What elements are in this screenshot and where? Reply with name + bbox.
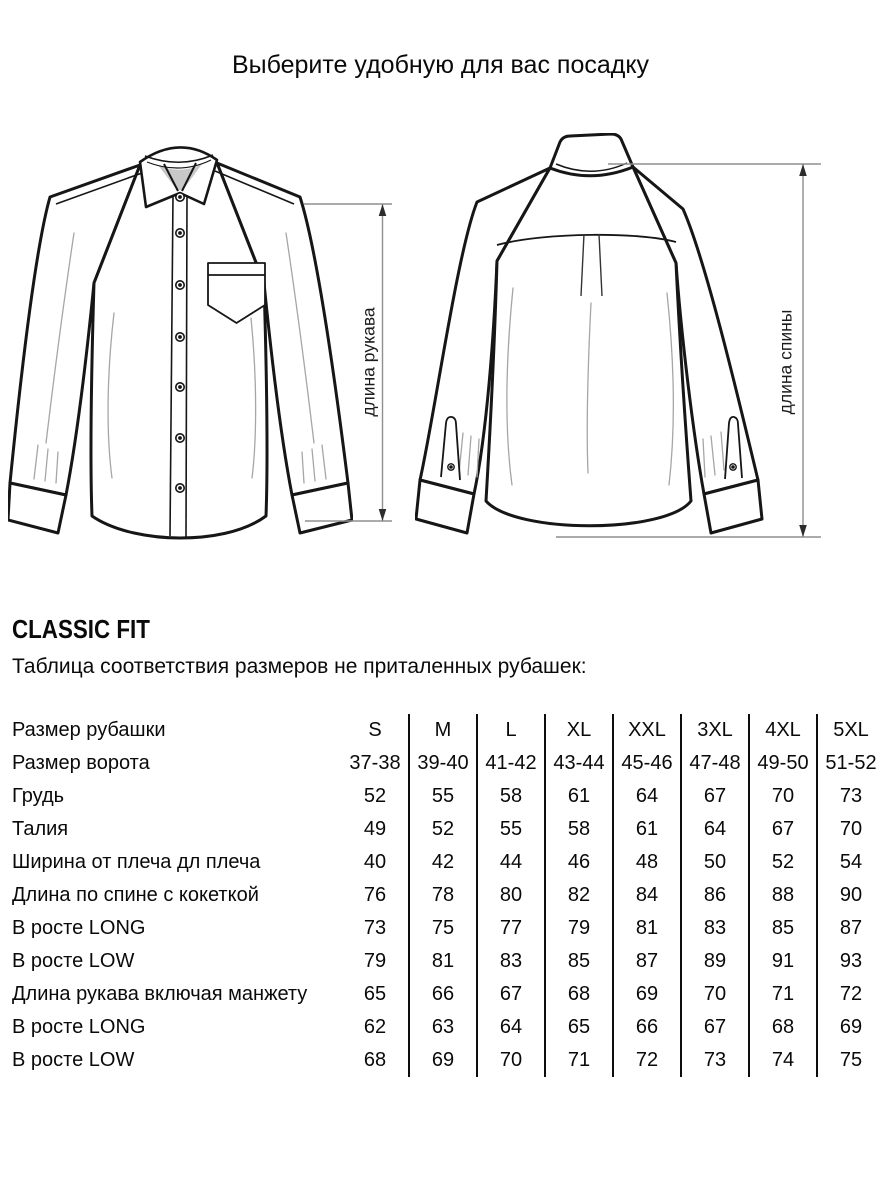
table-cell: 82 (545, 879, 613, 912)
table-cell: 70 (681, 978, 749, 1011)
table-cell: 41-42 (477, 747, 545, 780)
row-label: В росте LONG (12, 917, 146, 939)
table-cell: 67 (477, 978, 545, 1011)
table-cell: 69 (613, 978, 681, 1011)
table-row (12, 1011, 881, 1044)
table-cell: 68 (749, 1011, 817, 1044)
table-cell: 83 (477, 945, 545, 978)
table-cell: 52 (363, 785, 387, 807)
table-cell: 64 (681, 813, 749, 846)
table-cell: 77 (477, 912, 545, 945)
table-row (12, 912, 881, 945)
table-cell: 49 (363, 818, 387, 840)
table-cell: 46 (545, 846, 613, 879)
section-heading: CLASSIC FIT (12, 614, 150, 644)
table-cell: 62 (363, 1016, 387, 1038)
table-cell: 54 (817, 846, 881, 879)
row-label: В росте LOW (12, 950, 135, 972)
table-cell: 75 (409, 912, 477, 945)
page-title: Выберите удобную для вас посадку (231, 51, 650, 79)
table-cell: 85 (545, 945, 613, 978)
table-row (12, 945, 881, 978)
table-cell: 64 (613, 780, 681, 813)
table-cell: 83 (681, 912, 749, 945)
table-cell: 55 (409, 780, 477, 813)
table-cell: XXL (613, 714, 681, 747)
table-cell: 51-52 (817, 747, 881, 780)
table-cell: 85 (749, 912, 817, 945)
table-cell: 65 (545, 1011, 613, 1044)
table-cell: 79 (363, 950, 387, 972)
table-cell: 3XL (681, 714, 749, 747)
table-cell: 71 (545, 1044, 613, 1077)
row-label: Талия (12, 818, 69, 840)
table-row (12, 813, 881, 846)
table-cell: 93 (817, 945, 881, 978)
table-cell: 42 (409, 846, 477, 879)
table-cell: 87 (817, 912, 881, 945)
table-cell: 63 (409, 1011, 477, 1044)
row-label: Размер рубашки (12, 719, 166, 741)
table-cell: 73 (817, 780, 881, 813)
table-row (12, 780, 881, 813)
table-cell: 89 (681, 945, 749, 978)
table-cell: XL (545, 714, 613, 747)
section-subtitle: Таблица соответствия размеров не приталенных рубашек: (12, 655, 587, 678)
table-cell: 91 (749, 945, 817, 978)
back-length-label: длина спины (775, 309, 796, 415)
table-cell: 69 (817, 1011, 881, 1044)
row-label: Размер ворота (12, 752, 150, 774)
size-table (12, 714, 881, 1077)
table-cell: 61 (545, 780, 613, 813)
table-cell: 66 (409, 978, 477, 1011)
table-cell: 90 (817, 879, 881, 912)
table-cell: 73 (363, 917, 387, 939)
table-cell: 70 (477, 1044, 545, 1077)
table-cell: 58 (477, 780, 545, 813)
table-cell: 37-38 (349, 752, 401, 774)
table-row (12, 1044, 881, 1077)
table-cell: 80 (477, 879, 545, 912)
table-cell: 70 (817, 813, 881, 846)
table-row (12, 846, 881, 879)
table-cell: 52 (409, 813, 477, 846)
table-cell: 78 (409, 879, 477, 912)
table-cell: 44 (477, 846, 545, 879)
table-cell: 79 (545, 912, 613, 945)
table-cell: 81 (613, 912, 681, 945)
table-cell: 73 (681, 1044, 749, 1077)
sleeve-length-label: длина рукава (358, 307, 379, 417)
table-cell: 45-46 (613, 747, 681, 780)
table-cell: 72 (817, 978, 881, 1011)
table-cell: S (368, 719, 382, 741)
table-cell: 88 (749, 879, 817, 912)
table-cell: 5XL (817, 714, 881, 747)
table-cell: 67 (681, 780, 749, 813)
table-cell: 71 (749, 978, 817, 1011)
table-cell: 76 (363, 884, 387, 906)
table-cell: 47-48 (681, 747, 749, 780)
size-table-body (12, 714, 881, 1077)
table-row (12, 879, 881, 912)
table-cell: 67 (681, 1011, 749, 1044)
table-cell: L (477, 714, 545, 747)
table-row (12, 714, 881, 747)
table-cell: 72 (613, 1044, 681, 1077)
row-label: Ширина от плеча дл плеча (12, 851, 261, 873)
table-cell: 43-44 (545, 747, 613, 780)
table-cell: 75 (817, 1044, 881, 1077)
row-label: Грудь (12, 785, 65, 807)
table-cell: 40 (363, 851, 387, 873)
table-cell: 68 (363, 1049, 387, 1071)
table-cell: 64 (477, 1011, 545, 1044)
table-cell: 67 (749, 813, 817, 846)
dimension-lines-overlay (0, 130, 881, 602)
table-cell: 55 (477, 813, 545, 846)
table-cell: M (409, 714, 477, 747)
table-cell: 52 (749, 846, 817, 879)
shirt-diagram-area (0, 130, 881, 602)
table-cell: 70 (749, 780, 817, 813)
table-cell: 69 (409, 1044, 477, 1077)
table-cell: 48 (613, 846, 681, 879)
table-cell: 39-40 (409, 747, 477, 780)
table-cell: 4XL (749, 714, 817, 747)
table-cell: 66 (613, 1011, 681, 1044)
row-label: В росте LONG (12, 1016, 146, 1038)
table-cell: 84 (613, 879, 681, 912)
table-row (12, 747, 881, 780)
table-cell: 68 (545, 978, 613, 1011)
table-cell: 87 (613, 945, 681, 978)
table-cell: 81 (409, 945, 477, 978)
row-label: Длина рукава включая манжету (12, 983, 308, 1005)
table-row (12, 978, 881, 1011)
table-cell: 61 (613, 813, 681, 846)
table-cell: 49-50 (749, 747, 817, 780)
table-cell: 74 (749, 1044, 817, 1077)
table-cell: 86 (681, 879, 749, 912)
row-label: Длина по спине с кокеткой (12, 884, 259, 906)
table-cell: 58 (545, 813, 613, 846)
row-label: В росте LOW (12, 1049, 135, 1071)
table-cell: 65 (363, 983, 387, 1005)
table-cell: 50 (681, 846, 749, 879)
